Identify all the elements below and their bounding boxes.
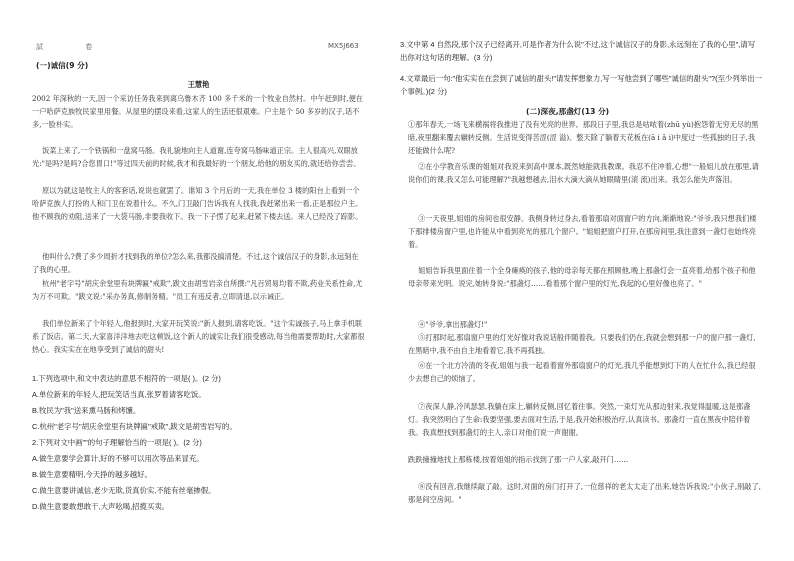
q2-option-d[interactable]: D.做生意要敢想敢干,大声吆喝,招揽买卖。 (32, 502, 170, 511)
article-paragraph-2: 饭菜上来了,一个铁锅和一盘窝马肠。我礼貌地向主人道谢,连夸窝马肠味道正宗。主人很高兴,双眼放光:"是吗?是吗?合您胃口!"等过四天前的时候,我才和我最好的一个朋友,给他的朋友买的,就还给你尝尝。 (32, 146, 361, 168)
article-paragraph-5: 杭州"老字号"胡庆余堂里有块牌匾"戒欺",跋文由胡雪岩亲自所撰:"凡百贸易均着不欺,药业关系性命,尤为万不可欺。"跋文说:"采办务真,修制务精。"员工有违反者,立即清退,以示诫正。 (32, 279, 363, 301)
section1-heading: (一)诚信(9 分) (36, 61, 89, 70)
header-left (36, 42, 92, 52)
question-1: 1.下列选项中,和文中表达的意思不相符的一项是( )。(2 分) (32, 374, 221, 383)
question-3: 3.文中第 4 自然段,那个汉子已经离开,可是作者为什么说"不过,这个诚信汉子的身影,永远刻在了我的心里",请写出你对这句话的理解。(3 分) (400, 40, 756, 62)
header-char-a: 試 (36, 43, 43, 51)
article-author: 王慧艳 (187, 80, 210, 89)
q1-option-b[interactable]: B.牧民为"我"送来熏马肠和烤馕。 (32, 406, 141, 415)
story-paragraph-2: ②在小学教音乐课的姐姐对我说来到高中课本,既然她能就我教课。我忍不住冲着,心想"一般姐儿放在那里,请说你们的课,我又怎么可能理解?"我越想越去,泪水大滴大滴从她眼睛里(滚 流)出来。我怎么能失声落泪。 (408, 162, 759, 184)
story-paragraph-8: ⑦夜深人静,冷风瑟瑟,我躺在床上,辗转反侧,回忆着往事。突然,一束灯光从那边射来,我觉得温暖,这是那盏灯。我突然明白了生命:我要坚强,要去面对生活,于是,我开始积极治疗,认真读书。那盏灯一直在黑夜中陪伴着我。我真想找到那盏灯的主人,亲口对他们说一声谢谢。 (408, 402, 751, 437)
story-paragraph-7: ⑥在一个北方冷清的冬夜,姐姐与我一起看着窗外那扇窗户的灯光,我几乎能想到灯下的人在忙什么,我已经很少去想自己的烦恼了。 (408, 361, 756, 383)
article-paragraph-6: 我们单位新来了个年轻人,他报到时,大家开玩笑说:"新人报到,请客吃饭。"这个实诚孩子,马上拿手机联系了饭店。第二天,大家喜洋洋地去吃这顿饭,这个新人的诚实让我们很受感动,每当他需要帮助时,大家都很热心。我实实在在地享受到了诚信的甜头! (32, 319, 365, 354)
section2-heading: (二)深夜,那盏灯(13 分) (526, 107, 610, 116)
article-paragraph-1: 2002 年深秋的一天,因一个采访任务我来到离乌鲁木齐 100 多千米的一个牧业自然村。中午赶到时,便在一户哈萨克族牧民家里用餐。从屋里的摆设来看,这家人的生活还很艰难。户主是个 50 多岁的汉子,话不多,一脸朴实。 (32, 94, 363, 129)
article-paragraph-3: 原以为就这是牧主人的客套话,说说也就罢了。谁知 3 个月后的一天,我在单位 3 楼的阳台上看到一个哈萨克族人打扮的人和门卫在说着什么。不久,门卫敲门告诉我有人找我,我赶紧出来一看,正是那位户主。他不顾我的劝阻,送来了一大袋马肠,非要我收下。我一下子愣了起来,赶紧下楼去送。来人已经没了踪影。 (32, 186, 363, 221)
q2-option-a[interactable]: A.做生意要学会算计,好的不够可以用次等品来冒充。 (32, 454, 204, 463)
story-paragraph-10: ⑧没有回音,我继续敲了敲。这时,对面的房门打开了,一位慈祥的老太太走了出来,她告诉我说:"小伙子,别敲了,那是间空房间。" (408, 482, 761, 504)
story-paragraph-3: ③一天夜里,姐姐的房间也很安静。我侧身转过身去,看着那扇对面窗户的方向,渐渐地说:"爷爷,我只想我们楼下那排楼房窗户里,也许能从中看到亮光的那几个窗户。"姐姐把窗户打开,在那房间里,我注意到一盏灯也始终亮着。 (408, 214, 757, 249)
question-2: 2.下列对文中画""的句子理解恰当的一项是( )。(2 分) (32, 438, 202, 447)
q1-option-a[interactable]: A.单位新来的年轻人,把玩笑话当真,张罗着请客吃饭。 (32, 390, 206, 399)
article-paragraph-4: 他叫什么?费了多少周折才找到我的单位?怎么来,我都没搞清楚。不过,这个诚信汉子的身影,永远刻在了我的心里。 (32, 252, 359, 274)
story-paragraph-5: ④"爷爷,拿出那盏灯!" (418, 320, 488, 329)
story-paragraph-6: ⑤打那时起,那扇窗户里的灯光好像对我说话般伴随着我。只要我们仍在,我就会想到那一户的窗户那一盏灯,在黑暗中,我不由自主地看着它,我不再孤独。 (408, 333, 756, 355)
story-paragraph-1: ①那年春天,一场飞来横祸将我推进了没有光亮的世界。那段日子里,我总是咕哝着(zhū yù)抱怨着无穷无尽的黑暗,夜里翻来覆去辗转反侧。生活说变得苦涩(涩 溢)。整天除了躺着天花板在(ā i ǎ i)中度过一些孤独的日子,我还能做什么呢? (408, 120, 759, 155)
question-4: 4.文章最后一句:"他实实在在尝到了诚信的甜头!"请发挥想象力,写一写他尝到了哪些"诚信的甜头"?(至少列举出一个事例。)(2 分) (400, 74, 762, 96)
story-paragraph-4: 姐姐告诉我里面住着一个全身瘫痪的孩子,他的母亲每天都在照顾他,晚上那盏灯会一直亮着,给那个孩子和他母亲带来光明。说完,她转身说:"那盏灯……看着那个窗户里的灯光,我起的心里好像也亮了。" (408, 266, 756, 288)
q2-option-c[interactable]: C.做生意要讲诚信,老少无欺,货真价实,不能有丝毫掺假。 (32, 486, 216, 495)
q1-option-c[interactable]: C.杭州"老字号"胡庆余堂里有块牌匾"戒欺",跋文是胡雪岩写的。 (32, 422, 237, 431)
q2-option-b[interactable]: B.做生意要精明,今天挣的越多越好。 (32, 470, 152, 479)
exam-code: MX5J663 (328, 42, 359, 50)
story-paragraph-9: 跌跌撞撞地找上那栋楼,按着姐姐的指示找到了那一户人家,敲开门…… (408, 455, 629, 464)
header-char-b: 卷 (85, 43, 93, 51)
